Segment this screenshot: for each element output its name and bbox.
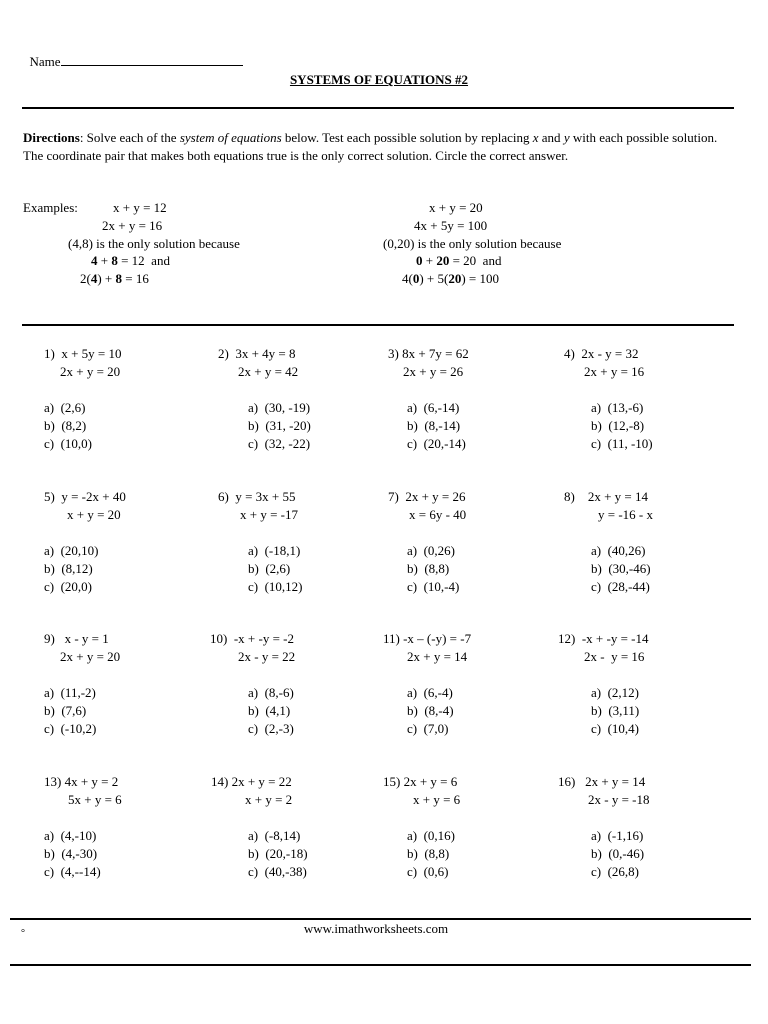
problem-1-option-a[interactable]: a) (2,6) (44, 400, 86, 415)
footer-top-divider (10, 918, 751, 920)
problem-12-option-b[interactable]: b) (3,11) (591, 703, 640, 718)
problem-9-eq2: 2x + y = 20 (60, 649, 121, 664)
problem-11-option-a[interactable]: a) (6,-4) (407, 685, 453, 700)
problem-5-option-a[interactable]: a) (20,10) (44, 543, 99, 558)
problem-11-option-c[interactable]: c) (7,0) (407, 721, 449, 736)
problem-7-eq1: 7) 2x + y = 26 (388, 489, 466, 504)
problem-1-eq1: 1) x + 5y = 10 (44, 346, 122, 361)
problem-7-option-c[interactable]: c) (10,-4) (407, 579, 460, 594)
problem-4-option-c[interactable]: c) (11, -10) (591, 436, 653, 451)
problem-16-eq2: 2x - y = -18 (588, 792, 650, 807)
problem-4-eq2: 2x + y = 16 (584, 364, 645, 379)
example-left-check1: 4 + 8 = 12 and (91, 253, 170, 268)
examples-label: Examples: (23, 200, 78, 215)
problem-10-eq1: 10) -x + -y = -2 (210, 631, 294, 646)
problem-3-eq1: 3) 8x + 7y = 62 (388, 346, 469, 361)
name-blank-line[interactable] (61, 53, 243, 66)
problem-1-option-b[interactable]: b) (8,2) (44, 418, 87, 433)
problem-16-option-a[interactable]: a) (-1,16) (591, 828, 644, 843)
problem-2-eq1: 2) 3x + 4y = 8 (218, 346, 296, 361)
example-right-eq2: 4x + 5y = 100 (414, 218, 488, 233)
problem-5-eq2: x + y = 20 (67, 507, 121, 522)
problem-8-eq2: y = -16 - x (598, 507, 653, 522)
directions-text-3: and (538, 130, 564, 145)
problem-6-eq2: x + y = -17 (240, 507, 298, 522)
problem-13-eq1: 13) 4x + y = 2 (44, 774, 119, 789)
problem-15-option-b[interactable]: b) (8,8) (407, 846, 450, 861)
problem-3-eq2: 2x + y = 26 (403, 364, 464, 379)
problem-1-option-c[interactable]: c) (10,0) (44, 436, 93, 451)
example-left-eq2: 2x + y = 16 (102, 218, 163, 233)
problem-7-eq2: x = 6y - 40 (409, 507, 467, 522)
problem-7-option-a[interactable]: a) (0,26) (407, 543, 456, 558)
problem-8-eq1: 8) 2x + y = 14 (564, 489, 648, 504)
problem-12-option-a[interactable]: a) (2,12) (591, 685, 640, 700)
example-right-eq1: x + y = 20 (429, 200, 483, 215)
problem-13-option-b[interactable]: b) (4,-30) (44, 846, 98, 861)
problem-5-option-c[interactable]: c) (20,0) (44, 579, 93, 594)
directions-text-4: with each possible solution. The coordinate pair that makes both equations true is the only correct solution. Circle the correct answer. (23, 130, 718, 163)
directions-var-y: y (563, 130, 570, 145)
problem-13-eq2: 5x + y = 6 (68, 792, 122, 807)
directions-text-1: : Solve each of the (79, 130, 180, 145)
problem-4-option-a[interactable]: a) (13,-6) (591, 400, 644, 415)
problem-2-option-a[interactable]: a) (30, -19) (248, 400, 311, 415)
example-right-check2: 4(0) + 5(20) = 100 (402, 271, 500, 286)
problem-13-option-c[interactable]: c) (4,--14) (44, 864, 101, 879)
problem-1-eq2: 2x + y = 20 (60, 364, 121, 379)
problem-6-eq1: 6) y = 3x + 55 (218, 489, 296, 504)
footer-bullet: ° (21, 928, 25, 939)
example-right-check1: 0 + 20 = 20 and (416, 253, 502, 268)
example-left-eq1: x + y = 12 (113, 200, 167, 215)
header-divider (22, 107, 734, 109)
problem-5-option-b[interactable]: b) (8,12) (44, 561, 93, 576)
directions-text-2: below. Test each possible solution by replacing (281, 130, 533, 145)
directions (23, 129, 735, 164)
problem-9-option-a[interactable]: a) (11,-2) (44, 685, 96, 700)
problem-10-option-c[interactable]: c) (2,-3) (248, 721, 294, 736)
problem-5-eq1: 5) y = -2x + 40 (44, 489, 126, 504)
problem-14-option-a[interactable]: a) (-8,14) (248, 828, 301, 843)
example-left-explain: (4,8) is the only solution because (68, 236, 240, 251)
problem-15-option-c[interactable]: c) (0,6) (407, 864, 449, 879)
footer-bottom-divider (10, 964, 751, 966)
problem-16-option-c[interactable]: c) (26,8) (591, 864, 640, 879)
problem-12-option-c[interactable]: c) (10,4) (591, 721, 640, 736)
problem-14-eq1: 14) 2x + y = 22 (211, 774, 292, 789)
directions-label: Directions (23, 130, 80, 145)
problem-12-eq1: 12) -x + -y = -14 (558, 631, 649, 646)
problem-3-option-b[interactable]: b) (8,-14) (407, 418, 461, 433)
directions-var-x: x (532, 130, 539, 145)
problem-15-eq2: x + y = 6 (413, 792, 461, 807)
footer-url[interactable]: www.imathworksheets.com (303, 921, 449, 936)
problem-10-option-b[interactable]: b) (4,1) (248, 703, 291, 718)
problem-7-option-b[interactable]: b) (8,8) (407, 561, 450, 576)
problem-9-eq1: 9) x - y = 1 (44, 631, 109, 646)
problem-15-eq1: 15) 2x + y = 6 (383, 774, 458, 789)
problem-15-option-a[interactable]: a) (0,16) (407, 828, 456, 843)
problem-11-eq1: 11) -x – (-y) = -7 (383, 631, 472, 646)
problem-13-option-a[interactable]: a) (4,-10) (44, 828, 97, 843)
problem-11-eq2: 2x + y = 14 (407, 649, 468, 664)
problem-4-option-b[interactable]: b) (12,-8) (591, 418, 645, 433)
directions-italic: system of equations (179, 130, 282, 145)
problem-6-option-c[interactable]: c) (10,12) (248, 579, 303, 594)
problem-14-option-b[interactable]: b) (20,-18) (248, 846, 308, 861)
problem-2-eq2: 2x + y = 42 (238, 364, 299, 379)
problem-8-option-b[interactable]: b) (30,-46) (591, 561, 651, 576)
problem-16-eq1: 16) 2x + y = 14 (558, 774, 646, 789)
problem-9-option-c[interactable]: c) (-10,2) (44, 721, 97, 736)
problem-2-option-c[interactable]: c) (32, -22) (248, 436, 311, 451)
problem-8-option-c[interactable]: c) (28,-44) (591, 579, 650, 594)
problem-8-option-a[interactable]: a) (40,26) (591, 543, 646, 558)
problem-2-option-b[interactable]: b) (31, -20) (248, 418, 311, 433)
example-right-explain: (0,20) is the only solution because (383, 236, 562, 251)
example-left-check2: 2(4) + 8 = 16 (80, 271, 149, 286)
problem-10-option-a[interactable]: a) (8,-6) (248, 685, 294, 700)
name-label: Name (23, 37, 243, 70)
problem-14-option-c[interactable]: c) (40,-38) (248, 864, 307, 879)
problem-14-eq2: x + y = 2 (245, 792, 293, 807)
problem-3-option-a[interactable]: a) (6,-14) (407, 400, 460, 415)
problem-12-eq2: 2x - y = 16 (584, 649, 645, 664)
examples-divider (22, 324, 734, 326)
problem-11-option-b[interactable]: b) (8,-4) (407, 703, 454, 718)
problem-6-option-a[interactable]: a) (-18,1) (248, 543, 301, 558)
problem-9-option-b[interactable]: b) (7,6) (44, 703, 87, 718)
problem-6-option-b[interactable]: b) (2,6) (248, 561, 291, 576)
problem-4-eq1: 4) 2x - y = 32 (564, 346, 639, 361)
problem-10-eq2: 2x - y = 22 (238, 649, 296, 664)
problem-3-option-c[interactable]: c) (20,-14) (407, 436, 466, 451)
page-title: SYSTEMS OF EQUATIONS #2 (289, 72, 469, 87)
problem-16-option-b[interactable]: b) (0,-46) (591, 846, 645, 861)
